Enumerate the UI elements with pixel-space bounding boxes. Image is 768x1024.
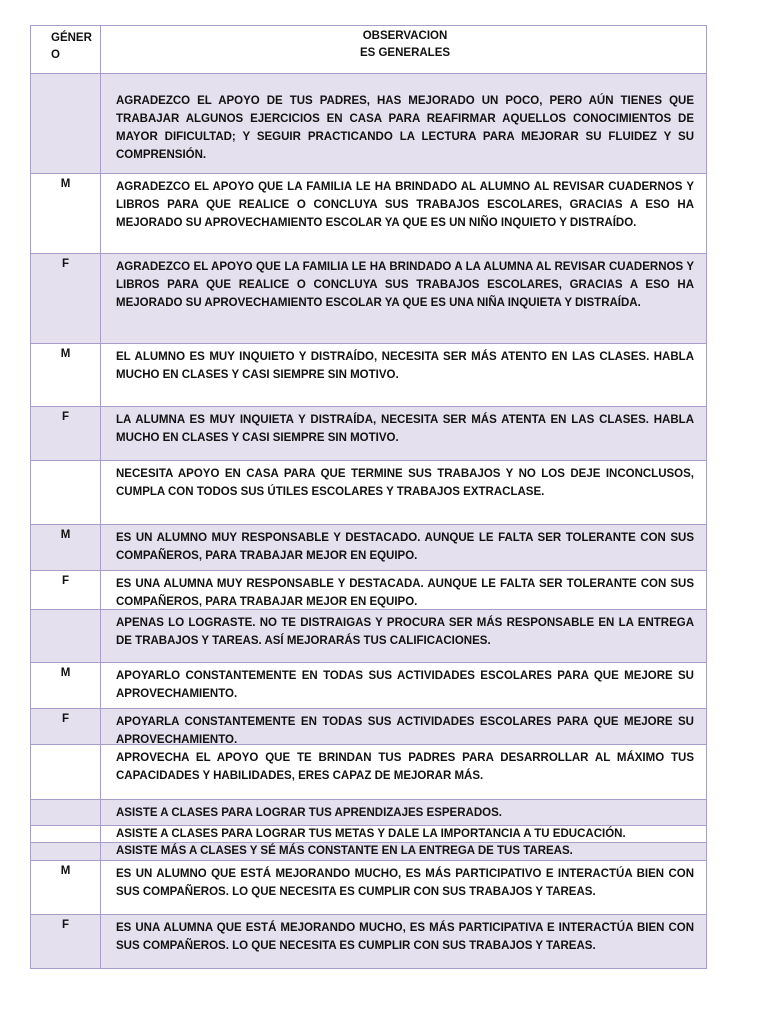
header-obs-line1: OBSERVACION [362,30,448,42]
table-row [30,407,707,461]
genero-cell: F [31,709,101,744]
observation-cell: APENAS LO LOGRASTE. NO TE DISTRAIGAS Y PROCURA SER MÁS RESPONSABLE EN LA ENTREGA DE TRABAJOS Y TAREAS. ASÍ MEJORARÁS TUS CALIFICACIONES. [116,617,694,647]
observations-table [30,25,707,969]
observation-cell: AGRADEZCO EL APOYO DE TUS PADRES, HAS MEJORADO UN POCO, PERO AÚN TIENES QUE TRABAJAR ALGUNOS EJERCICIOS EN CASA PARA REAFIRMAR AQUELLOS CONOCIMIENTOS DE MAYOR DIFICULTAD; Y SEGUIR PRACTICANDO LA LECTURA PARA MEJORAR SU FLUIDEZ Y SU COMPRENSIÓN. [116,95,694,161]
table-row [30,800,707,826]
observation-cell: ASISTE A CLASES PARA LOGRAR TUS METAS Y DALE LA IMPORTANCIA A TU EDUCACIÓN. [116,828,626,840]
genero-cell [31,826,101,842]
table-row [30,826,707,843]
table-row [30,461,707,525]
observation-cell: APOYARLO CONSTANTEMENTE EN TODAS SUS ACTIVIDADES ESCOLARES PARA QUE MEJORE SU APROVECHAMIENTO. [116,670,694,700]
observation-cell: ES UNA ALUMNA MUY RESPONSABLE Y DESTACADA. AUNQUE LE FALTA SER TOLERANTE CON SUS COMPAÑEROS, PARA TRABAJAR MEJOR EN EQUIPO. [116,578,694,608]
genero-cell [31,745,101,799]
table-row [30,915,707,969]
genero-cell: F [31,254,101,343]
header-genero-line2: O [51,49,60,61]
observation-cell: APROVECHA EL APOYO QUE TE BRINDAN TUS PADRES PARA DESARROLLAR AL MÁXIMO TUS CAPACIDADES Y HABILIDADES, ERES CAPAZ DE MEJORAR MÁS. [116,752,694,782]
table-header-row [30,25,707,74]
header-obs-line2: ES GENERALES [359,47,451,59]
table-row [30,74,707,174]
table-row [30,254,707,344]
table-row [30,525,707,571]
genero-cell: M [31,663,101,708]
genero-cell: F [31,407,101,460]
genero-cell [31,800,101,825]
genero-cell: M [31,861,101,914]
table-row [30,174,707,254]
genero-cell: M [31,174,101,253]
header-observaciones [101,26,706,73]
table-row [30,843,707,861]
genero-cell [31,461,101,524]
table-row [30,571,707,610]
table-row [30,861,707,915]
observation-cell: APOYARLA CONSTANTEMENTE EN TODAS SUS ACTIVIDADES ESCOLARES PARA QUE MEJORE SU APROVECHAMIENTO. [116,716,694,746]
header-genero-line1: GÉNER [51,32,92,44]
observation-cell: ES UN ALUMNO QUE ESTÁ MEJORANDO MUCHO, ES MÁS PARTICIPATIVO E INTERACTÚA BIEN CON SUS COMPAÑEROS. LO QUE NECESITA ES CUMPLIR CON SUS TRABAJOS Y TAREAS. [116,868,694,898]
genero-cell: F [31,571,101,609]
observation-cell: ASISTE A CLASES PARA LOGRAR TUS APRENDIZAJES ESPERADOS. [116,807,502,819]
genero-cell [31,74,101,173]
genero-cell [31,610,101,662]
table-row [30,663,707,709]
observation-cell: ES UN ALUMNO MUY RESPONSABLE Y DESTACADO. AUNQUE LE FALTA SER TOLERANTE CON SUS COMPAÑEROS, PARA TRABAJAR MEJOR EN EQUIPO. [116,532,694,562]
table-row [30,745,707,800]
genero-cell [31,843,101,860]
genero-cell: M [31,344,101,406]
table-row [30,344,707,407]
observation-cell: ES UNA ALUMNA QUE ESTÁ MEJORANDO MUCHO, ES MÁS PARTICIPATIVA E INTERACTÚA BIEN CON SUS COMPAÑEROS. LO QUE NECESITA ES CUMPLIR CON SUS TRABAJOS Y TAREAS. [116,922,694,952]
observation-cell: AGRADEZCO EL APOYO QUE LA FAMILIA LE HA BRINDADO AL ALUMNO AL REVISAR CUADERNOS Y LIBROS PARA QUE REALICE O CONCLUYA SUS TRABAJOS ESCOLARES, GRACIAS A ESO HA MEJORADO SU APROVECHAMIENTO ESCOLAR YA QUE ES UN NIÑO INQUIETO Y DISTRAÍDO. [116,181,694,229]
header-genero [31,26,101,73]
genero-cell: F [31,915,101,968]
observation-cell: LA ALUMNA ES MUY INQUIETA Y DISTRAÍDA, NECESITA SER MÁS ATENTA EN LAS CLASES. HABLA MUCHO EN CLASES Y CASI SIEMPRE SIN MOTIVO. [116,414,694,444]
observation-cell: AGRADEZCO EL APOYO QUE LA FAMILIA LE HA BRINDADO A LA ALUMNA AL REVISAR CUADERNOS Y LIBROS PARA QUE REALICE O CONCLUYA SUS TRABAJOS ESCOLARES, GRACIAS A ESO HA MEJORADO SU APROVECHAMIENTO ESCOLAR YA QUE ES UNA NIÑA INQUIETA Y DISTRAÍDA. [116,261,694,309]
observation-cell: EL ALUMNO ES MUY INQUIETO Y DISTRAÍDO, NECESITA SER MÁS ATENTO EN LAS CLASES. HABLA MUCHO EN CLASES Y CASI SIEMPRE SIN MOTIVO. [116,351,694,381]
table-row [30,709,707,745]
genero-cell: M [31,525,101,570]
observation-cell: NECESITA APOYO EN CASA PARA QUE TERMINE SUS TRABAJOS Y NO LOS DEJE INCONCLUSOS, CUMPLA CON TODOS SUS ÚTILES ESCOLARES Y TRABAJOS EXTRACLASE. [116,468,694,498]
table-row [30,610,707,663]
observation-cell: ASISTE MÁS A CLASES Y SÉ MÁS CONSTANTE EN LA ENTREGA DE TUS TAREAS. [116,845,573,857]
